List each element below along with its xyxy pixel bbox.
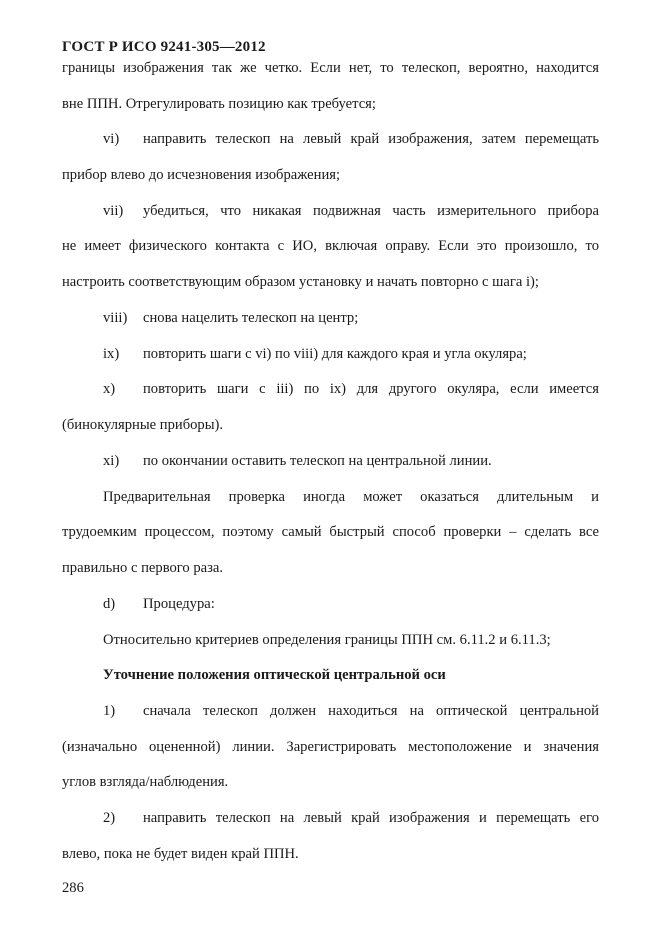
item-text: убедиться, что никакая подвижная часть измерительного прибора [143, 203, 599, 219]
list-item-2 [103, 809, 599, 827]
text-line: трудоемким процессом, поэтому самый быстрый способ проверки – сделать все [62, 524, 599, 540]
item-number: 1) [103, 703, 116, 719]
text-line: вне ППН. Отрегулировать позицию как требуется; [62, 96, 376, 112]
item-text: по окончании оставить телескоп на центральной линии. [143, 453, 492, 469]
text-line: Предварительная проверка иногда может оказаться длительным и [103, 489, 599, 505]
item-number: viii) [103, 310, 128, 326]
item-text: сначала телескоп должен находиться на оптической центральной [143, 703, 599, 719]
text-line: (изначально оцененной) линии. Зарегистрировать местоположение и значения [62, 739, 599, 755]
document-header: ГОСТ Р ИСО 9241-305—2012 [62, 39, 266, 55]
list-item-vi [103, 130, 599, 148]
list-item-1 [103, 702, 599, 720]
list-item-viii [103, 309, 599, 327]
text-line: правильно с первого раза. [62, 560, 224, 576]
list-item-xi [103, 452, 599, 470]
page-number: 286 [62, 880, 84, 896]
item-number: ix) [103, 346, 120, 362]
item-number: 2) [103, 810, 116, 826]
item-text: направить телескоп на левый край изображения и перемещать его [143, 810, 599, 826]
item-number: vii) [103, 203, 124, 219]
text-line: (бинокулярные приборы). [62, 417, 224, 433]
text-line: настроить соответствующим образом установку и начать повторно с шага i); [62, 274, 539, 290]
text-line: Относительно критериев определения границы ППН см. 6.11.2 и 6.11.3; [103, 632, 551, 648]
item-number: vi) [103, 131, 120, 147]
item-text: повторить шаги с iii) по ix) для другого окуляра, если имеется [143, 381, 599, 397]
text-line: границы изображения так же четко. Если нет, то телескоп, вероятно, находится [62, 60, 599, 76]
list-item-vii [103, 202, 599, 220]
item-number: xi) [103, 453, 120, 469]
list-item-d [103, 595, 599, 613]
item-text: повторить шаги с vi) по viii) для каждого края и угла окуляра; [143, 346, 527, 362]
text-line: углов взгляда/наблюдения. [62, 774, 229, 790]
text-line: не имеет физического контакта с ИО, включая оправу. Если это произошло, то [62, 238, 599, 254]
text-line: влево, пока не будет виден край ППН. [62, 846, 299, 862]
text-line: прибор влево до исчезновения изображения; [62, 167, 341, 183]
item-number: d) [103, 596, 116, 612]
list-item-ix [103, 345, 599, 363]
item-text: Процедура: [143, 596, 215, 612]
item-text: снова нацелить телескоп на центр; [143, 310, 359, 326]
item-text: направить телескоп на левый край изображения, затем перемещать [143, 131, 599, 147]
list-item-x [103, 380, 599, 398]
item-number: x) [103, 381, 116, 397]
section-heading: Уточнение положения оптической центральной оси [103, 667, 446, 683]
